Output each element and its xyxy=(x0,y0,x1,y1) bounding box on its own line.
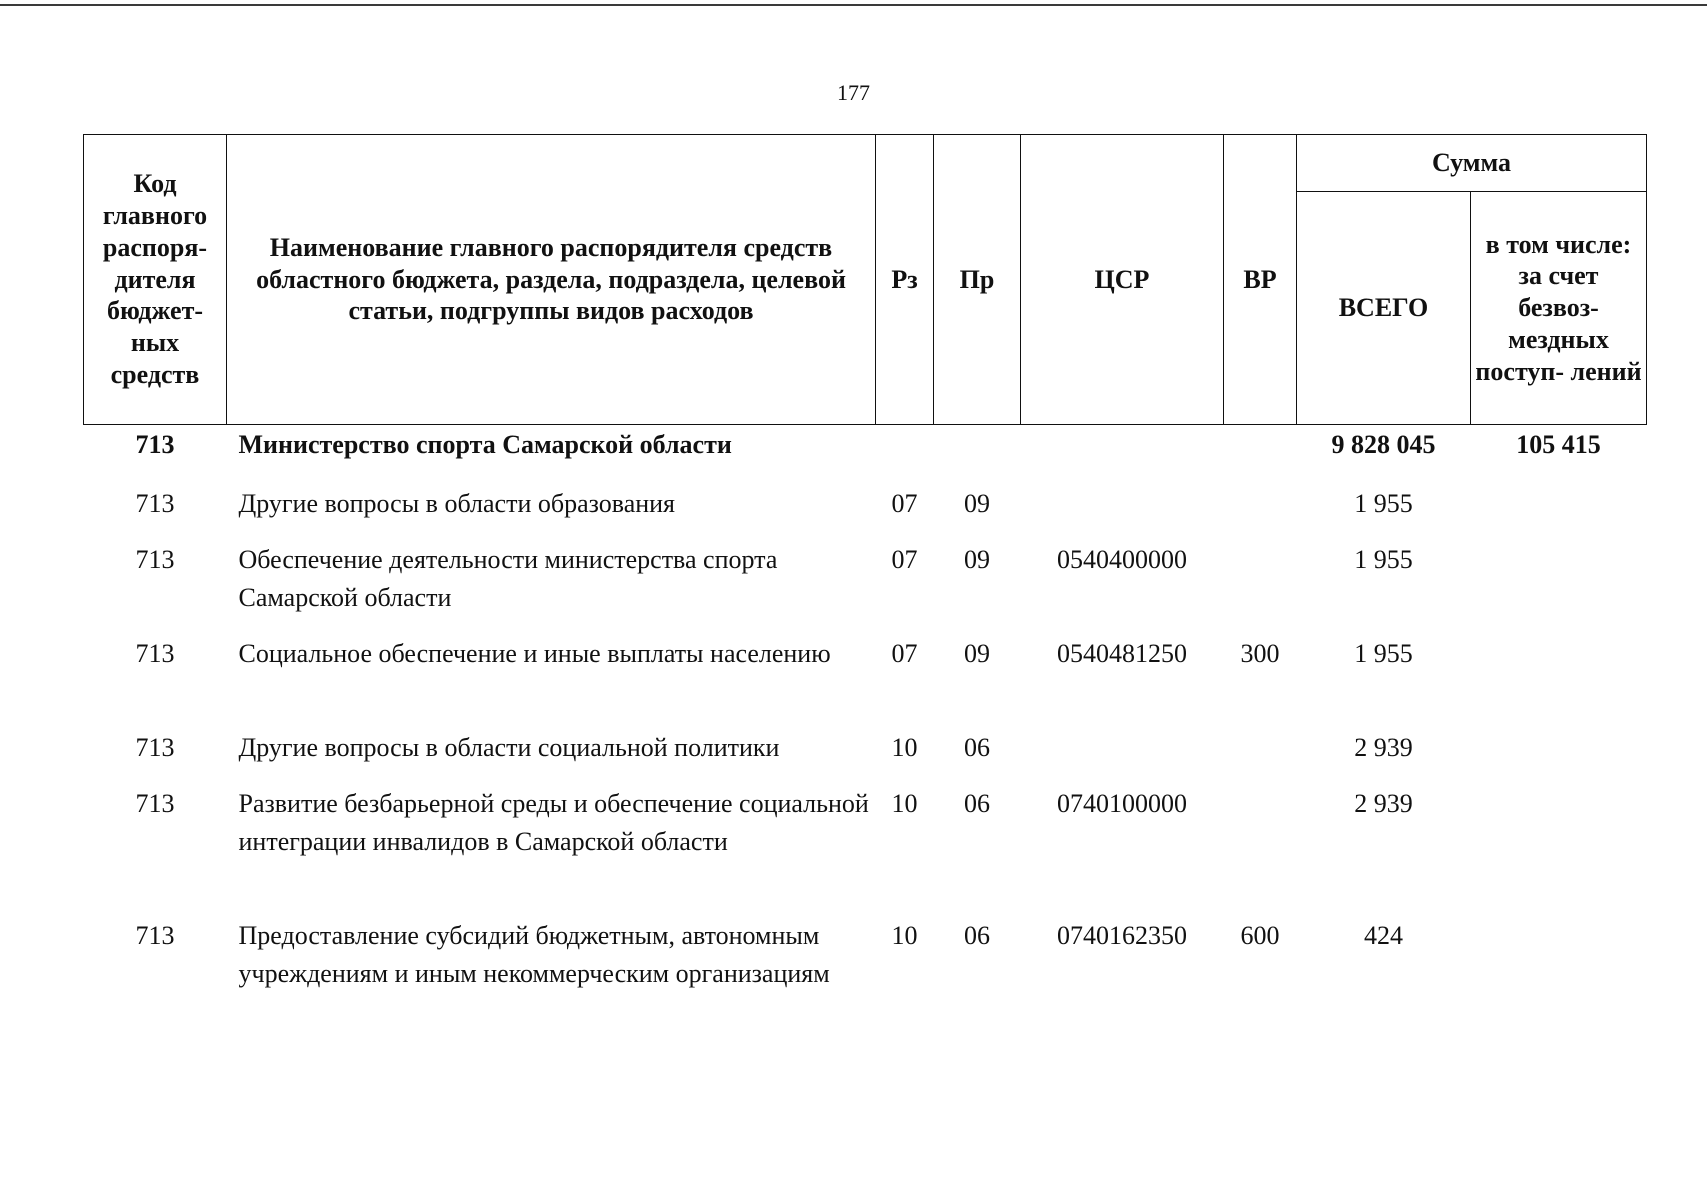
cell-rz: 10 xyxy=(891,733,918,762)
cell-code: 713 xyxy=(135,430,175,459)
table-row xyxy=(84,627,1647,721)
cell-csr: 0540400000 xyxy=(1057,545,1187,574)
budget-table xyxy=(83,134,1647,1041)
cell-total: 9 828 045 xyxy=(1331,430,1436,459)
cell-incl xyxy=(1471,777,1647,909)
cell-name: Другие вопросы в области образования xyxy=(238,489,676,518)
header-total: ВСЕГО xyxy=(1297,192,1471,425)
cell-incl xyxy=(1471,721,1647,777)
table-row xyxy=(84,425,1647,478)
cell-csr xyxy=(1021,425,1224,478)
cell-name: Обеспечение деятельности министерства спорта Самарской области xyxy=(238,545,778,612)
page-number: 177 xyxy=(837,80,870,105)
header-rz: Рз xyxy=(876,135,934,425)
cell-vr xyxy=(1224,777,1297,909)
table-row xyxy=(84,533,1647,627)
cell-total: 1 955 xyxy=(1354,639,1413,668)
cell-incl xyxy=(1471,909,1647,1041)
cell-pr: 09 xyxy=(964,489,990,518)
top-rule xyxy=(0,4,1707,6)
cell-csr: 0740162350 xyxy=(1057,921,1187,950)
table-row xyxy=(84,909,1647,1041)
cell-name: Развитие безбарьерной среды и обеспечение социальной интеграции инвалидов в Самарской области xyxy=(238,789,869,856)
cell-incl xyxy=(1471,533,1647,627)
cell-vr xyxy=(1224,533,1297,627)
cell-total: 424 xyxy=(1364,921,1403,950)
cell-incl xyxy=(1471,627,1647,721)
header-code: Код главного распоря- дителя бюджет- ных средств xyxy=(84,135,227,425)
cell-csr xyxy=(1021,477,1224,533)
cell-total: 1 955 xyxy=(1354,545,1413,574)
cell-vr: 600 xyxy=(1240,921,1280,950)
cell-code: 713 xyxy=(135,789,175,818)
cell-vr xyxy=(1224,477,1297,533)
cell-total: 1 955 xyxy=(1354,489,1413,518)
cell-pr: 09 xyxy=(964,545,990,574)
table-body xyxy=(84,425,1647,1042)
header-sum: Сумма xyxy=(1297,135,1647,192)
header-name: Наименование главного распорядителя средств областного бюджета, раздела, подраздела, целевой статьи, подгруппы видов расходов xyxy=(227,135,876,425)
cell-name: Министерство спорта Самарской области xyxy=(238,430,732,459)
table-row xyxy=(84,721,1647,777)
header-incl: в том числе: за счет безвоз- мездных поступ- лений xyxy=(1471,192,1647,425)
cell-rz: 10 xyxy=(891,921,918,950)
cell-pr: 09 xyxy=(964,639,990,668)
cell-csr: 0540481250 xyxy=(1057,639,1187,668)
cell-rz xyxy=(876,425,934,478)
cell-pr: 06 xyxy=(964,921,990,950)
cell-pr xyxy=(934,425,1021,478)
cell-csr: 0740100000 xyxy=(1057,789,1187,818)
cell-code: 713 xyxy=(135,733,175,762)
cell-rz: 07 xyxy=(891,545,918,574)
table-row xyxy=(84,777,1647,909)
cell-vr: 300 xyxy=(1240,639,1280,668)
cell-total: 2 939 xyxy=(1354,733,1413,762)
cell-rz: 07 xyxy=(891,639,918,668)
header-csr: ЦСР xyxy=(1021,135,1224,425)
cell-name: Другие вопросы в области социальной политики xyxy=(238,733,780,762)
table-row xyxy=(84,477,1647,533)
cell-name: Социальное обеспечение и иные выплаты населению xyxy=(238,639,831,668)
table-header xyxy=(84,135,1647,425)
cell-total: 2 939 xyxy=(1354,789,1413,818)
cell-incl: 105 415 xyxy=(1516,430,1601,459)
cell-csr xyxy=(1021,721,1224,777)
cell-code: 713 xyxy=(135,921,175,950)
cell-pr: 06 xyxy=(964,733,990,762)
cell-code: 713 xyxy=(135,639,175,668)
cell-code: 713 xyxy=(135,489,175,518)
cell-incl xyxy=(1471,477,1647,533)
cell-vr xyxy=(1224,721,1297,777)
cell-pr: 06 xyxy=(964,789,990,818)
cell-code: 713 xyxy=(135,545,175,574)
cell-rz: 10 xyxy=(891,789,918,818)
header-vr: ВР xyxy=(1224,135,1297,425)
header-pr: Пр xyxy=(934,135,1021,425)
cell-rz: 07 xyxy=(891,489,918,518)
cell-vr xyxy=(1224,425,1297,478)
cell-name: Предоставление субсидий бюджетным, автономным учреждениям и иным некоммерческим организациям xyxy=(238,921,830,988)
